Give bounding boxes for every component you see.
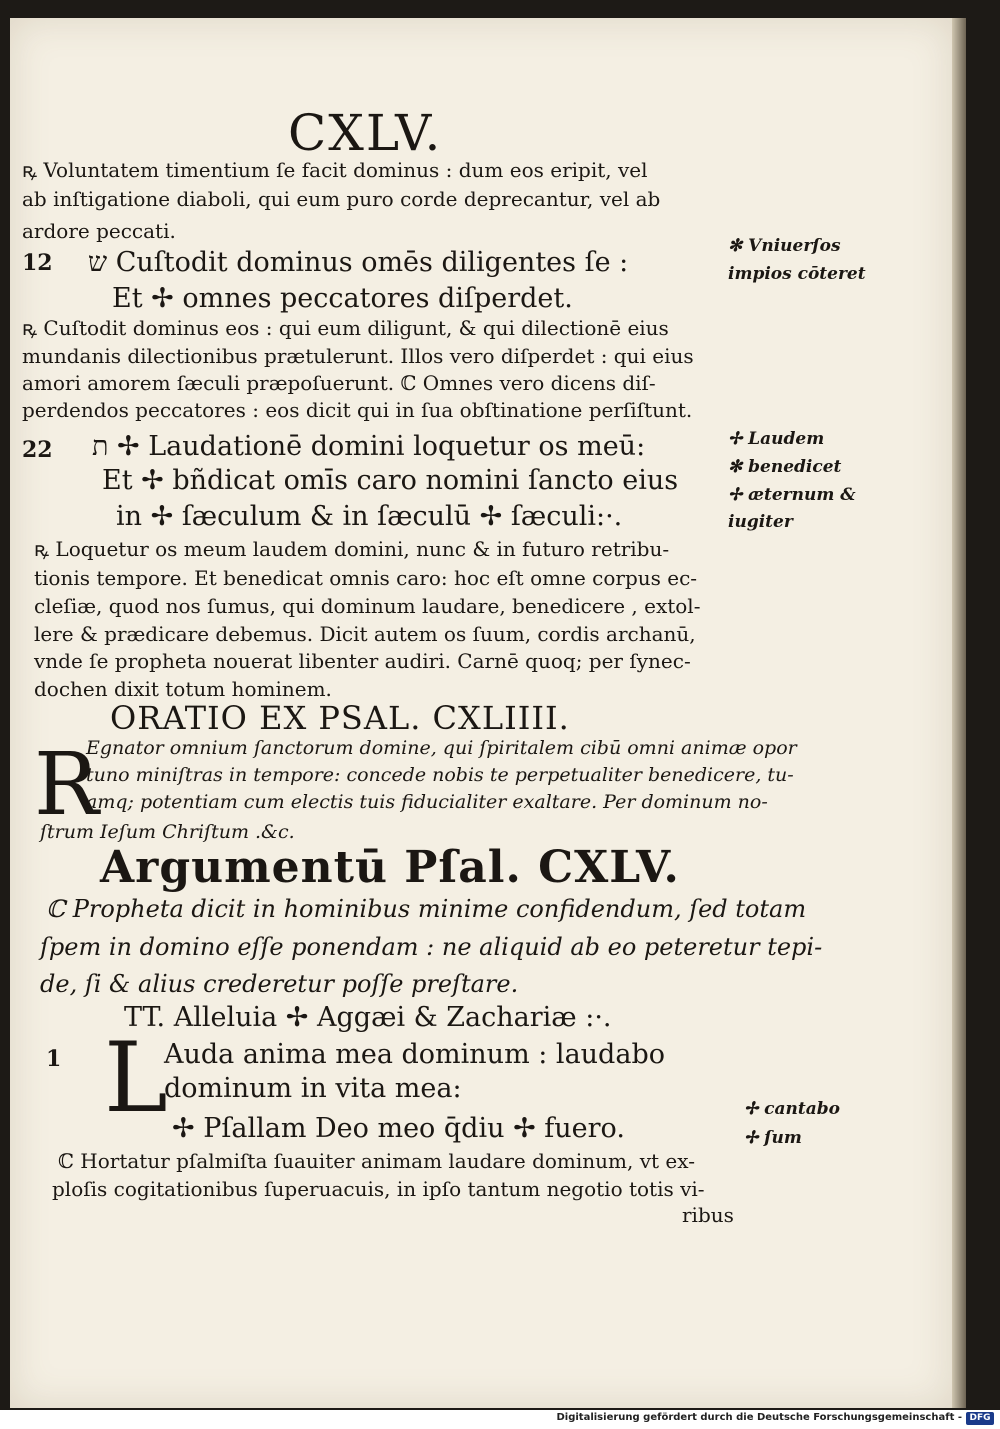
margin-note-1-line-1: ✻ Vniuerſos (728, 236, 841, 256)
psalm-145-verse-line-2: dominum in vita mea: (164, 1073, 462, 1104)
comment-3-line-5: vnde ſe propheta nouerat libenter audiri. Carnē quoq; per ſynec- (34, 649, 691, 673)
argumentum-line-1: ℂ Propheta dicit in hominibus minime confidendum, ſed totam (46, 895, 807, 923)
margin-note-3-line-1: ✢ cantabo (744, 1099, 840, 1119)
margin-note-2-line-4: iugiter (728, 512, 793, 532)
argumentum-heading: Argumentū Pſal. CXLV. (100, 842, 680, 893)
margin-note-2-line-2: ✻ benedicet (728, 457, 842, 477)
verse-number-1: 1 (46, 1046, 62, 1072)
oratio-line-1: Egnator omnium ſanctorum domine, qui ſpiritalem cibū omni animæ opor (86, 737, 797, 759)
footer-bar (0, 1410, 1000, 1429)
psalm-145-comment-catchword: ribus (682, 1203, 734, 1227)
page-title: CXLV. (288, 104, 443, 162)
comment-1-line-3: ardore peccati. (22, 219, 176, 243)
psalm-145-title-line: TT. Alleluia ✢ Aggæi & Zachariæ :·. (124, 1002, 612, 1033)
comment-2-line-2: mundanis dilectionibus prætulerunt. Illos vero diſperdet : qui eius (22, 344, 694, 368)
comment-2-line-1: ꝶ Cuſtodit dominus eos : qui eum diligunt, & qui dilectionē eius (22, 316, 669, 340)
comment-3-line-6: dochen dixit totum hominem. (34, 677, 332, 701)
oratio-dropcap: R (34, 735, 99, 835)
psalm-145-verse-line-3: ✢ Pſallam Deo meo q̄diu ✢ fuero. (172, 1113, 625, 1144)
footer-credit: Digitalisierung gefördert durch die Deutsche Forschungsgemeinschaft - (556, 1412, 962, 1423)
verse-12-line-2: Et ✢ omnes peccatores diſperdet. (112, 283, 573, 314)
comment-3-line-1: ꝶ Loquetur os meum laudem domini, nunc & in futuro retribu- (34, 537, 670, 561)
margin-note-1-line-2: impios cōteret (728, 264, 866, 284)
verse-number-22: 22 (22, 437, 53, 463)
comment-2-line-4: perdendos peccatores : eos dicit qui in ſua obſtinatione perſiſtunt. (22, 398, 693, 422)
margin-note-3-line-2: ✢ ſum (744, 1128, 802, 1148)
psalm-145-comment-line-1: ℂ Hortatur pſalmiſta ſuauiter animam laudare dominum, vt ex- (58, 1149, 695, 1173)
verse-22-line-1: ת ✢ Laudationē domini loquetur os meū: (92, 431, 646, 462)
comment-3-line-4: lere & prædicare debemus. Dicit autem os ſuum, cordis archanū, (34, 622, 696, 646)
oratio-line-3: amq; potentiam cum electis tuis fiducialiter exaltare. Per dominum no- (86, 791, 768, 813)
argumentum-line-2: ſpem in domino eſſe ponendam : ne aliquid ab eo peteretur tepi- (40, 933, 823, 961)
margin-note-2-line-1: ✢ Laudem (728, 429, 825, 449)
verse-number-12: 12 (22, 250, 53, 276)
verse-22-line-3: in ✢ ſæculum & in ſæculū ✢ ſæculi:·. (116, 501, 623, 532)
page-edge (952, 18, 966, 1408)
verse-12-line-1: ש Cuſtodit dominus omēs diligentes ſe : (88, 247, 629, 278)
argumentum-line-3: de, ſi & alius crederetur poſſe preſtare. (40, 970, 519, 998)
comment-1-line-2: ab inſtigatione diaboli, qui eum puro corde deprecantur, vel ab (22, 187, 661, 211)
dfg-logo-icon: DFG (966, 1412, 994, 1425)
psalm-145-dropcap: L (104, 1022, 168, 1134)
comment-1-line-1: ꝶ Voluntatem timentium ſe facit dominus : dum eos eripit, vel (22, 158, 648, 182)
comment-3-line-2: tionis tempore. Et benedicat omnis caro: hoc eſt omne corpus ec- (34, 566, 698, 590)
oratio-line-4: ſtrum Ieſum Chriſtum .&c. (40, 821, 295, 843)
oratio-heading: ORATIO EX PSAL. CXLIIII. (110, 699, 570, 737)
oratio-line-2: tuno miniſtras in tempore: concede nobis te perpetualiter benedicere, tu- (86, 764, 794, 786)
comment-2-line-3: amori amorem ſæculi præpoſuerunt. ℂ Omnes vero dicens diſ- (22, 371, 656, 395)
margin-note-2-line-3: ✢ æternum & (728, 485, 856, 505)
psalm-145-verse-line-1: Auda anima mea dominum : laudabo (164, 1039, 665, 1070)
comment-3-line-3: cleſiæ, quod nos ſumus, qui dominum laudare, benedicere , extol- (34, 594, 701, 618)
verse-22-line-2: Et ✢ bñdicat omīs caro nomini ſancto eius (102, 465, 679, 496)
psalm-145-comment-line-2: ploſis cogitationibus ſuperuacuis, in ipſo tantum negotio totis vi- (52, 1177, 705, 1201)
